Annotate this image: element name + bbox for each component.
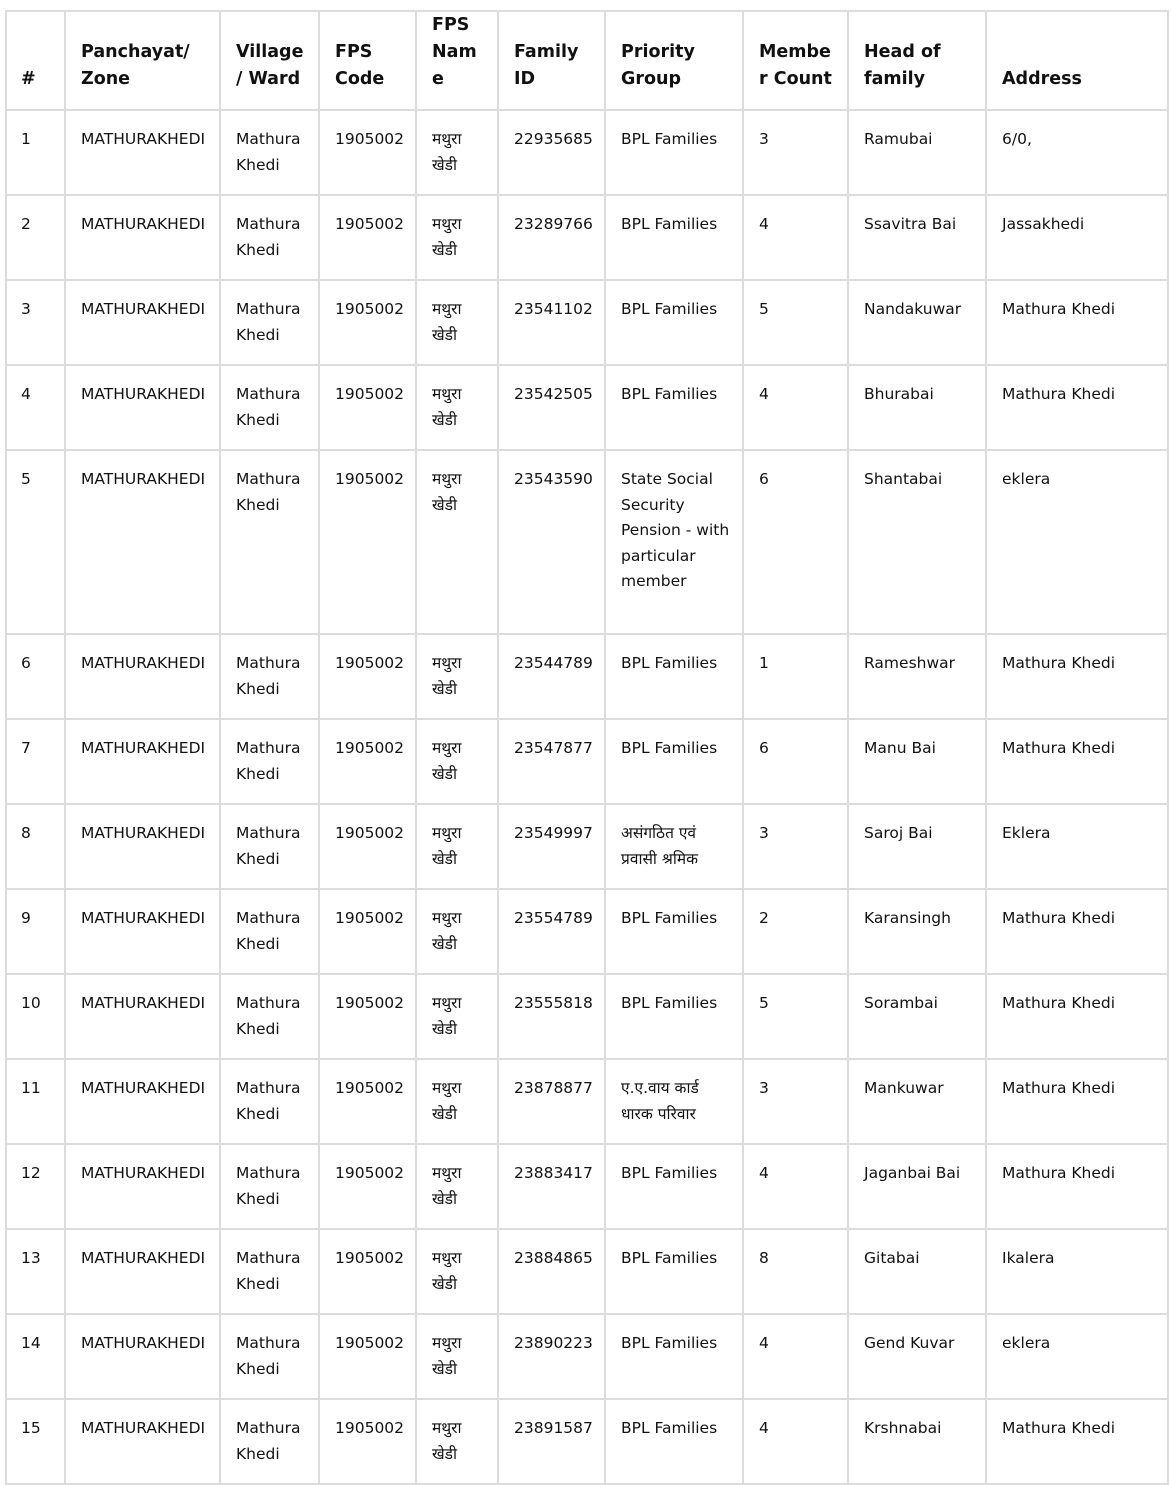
- cell-fps-code: 1905002: [319, 450, 416, 634]
- cell-family-id: 23878877: [498, 1059, 605, 1144]
- cell-fps-name: मथुरा खेडी: [416, 1229, 498, 1314]
- table-row: [6, 889, 1168, 974]
- cell-panchayat: MATHURAKHEDI: [65, 1314, 220, 1399]
- cell-fps-code: 1905002: [319, 719, 416, 804]
- cell-family-id: 23541102: [498, 280, 605, 365]
- cell-num: 1: [6, 110, 65, 195]
- table-row: [6, 1229, 1168, 1314]
- table-row: [6, 365, 1168, 450]
- header-village: Village/ Ward: [220, 11, 319, 110]
- header-family-id: Family ID: [498, 11, 605, 110]
- header-num: #: [6, 11, 65, 110]
- cell-fps-name: मथुरा खेडी: [416, 804, 498, 889]
- cell-num: 12: [6, 1144, 65, 1229]
- cell-panchayat: MATHURAKHEDI: [65, 450, 220, 634]
- table-body: [6, 110, 1168, 1484]
- cell-village: Mathura Khedi: [220, 195, 319, 280]
- cell-num: 15: [6, 1399, 65, 1484]
- cell-panchayat: MATHURAKHEDI: [65, 1399, 220, 1484]
- cell-num: 10: [6, 974, 65, 1059]
- cell-fps-code: 1905002: [319, 889, 416, 974]
- cell-priority-group: असंगठित एवं प्रवासी श्रमिक: [605, 804, 743, 889]
- cell-priority-group: BPL Families: [605, 719, 743, 804]
- cell-fps-name: मथुरा खेडी: [416, 110, 498, 195]
- cell-village: Mathura Khedi: [220, 1229, 319, 1314]
- cell-village: Mathura Khedi: [220, 1059, 319, 1144]
- cell-fps-code: 1905002: [319, 1229, 416, 1314]
- cell-village: Mathura Khedi: [220, 719, 319, 804]
- cell-member-count: 3: [743, 1059, 848, 1144]
- cell-village: Mathura Khedi: [220, 1144, 319, 1229]
- cell-panchayat: MATHURAKHEDI: [65, 110, 220, 195]
- cell-head-of-family: Bhurabai: [848, 365, 986, 450]
- cell-fps-name: मथुरा खेडी: [416, 634, 498, 719]
- beneficiary-table: [5, 10, 1169, 1485]
- table-row: [6, 1144, 1168, 1229]
- header-priority-group: Priority Group: [605, 11, 743, 110]
- cell-priority-group: BPL Families: [605, 195, 743, 280]
- cell-num: 4: [6, 365, 65, 450]
- cell-fps-name: मथुरा खेडी: [416, 365, 498, 450]
- cell-village: Mathura Khedi: [220, 804, 319, 889]
- cell-num: 13: [6, 1229, 65, 1314]
- cell-family-id: 22935685: [498, 110, 605, 195]
- cell-address: Mathura Khedi: [986, 280, 1168, 365]
- table-row: [6, 1314, 1168, 1399]
- cell-priority-group: BPL Families: [605, 634, 743, 719]
- cell-member-count: 4: [743, 365, 848, 450]
- cell-head-of-family: Shantabai: [848, 450, 986, 634]
- cell-address: Mathura Khedi: [986, 634, 1168, 719]
- cell-fps-code: 1905002: [319, 804, 416, 889]
- cell-panchayat: MATHURAKHEDI: [65, 365, 220, 450]
- cell-priority-group: BPL Families: [605, 1399, 743, 1484]
- cell-num: 5: [6, 450, 65, 634]
- cell-fps-name: मथुरा खेडी: [416, 280, 498, 365]
- header-head-of-family: Head of family: [848, 11, 986, 110]
- cell-head-of-family: Gitabai: [848, 1229, 986, 1314]
- cell-priority-group: BPL Families: [605, 110, 743, 195]
- cell-family-id: 23542505: [498, 365, 605, 450]
- header-fps-name: FPS Name: [416, 11, 498, 110]
- cell-address: Mathura Khedi: [986, 365, 1168, 450]
- cell-family-id: 23289766: [498, 195, 605, 280]
- cell-address: 6/0,: [986, 110, 1168, 195]
- cell-fps-code: 1905002: [319, 280, 416, 365]
- cell-village: Mathura Khedi: [220, 450, 319, 634]
- cell-village: Mathura Khedi: [220, 974, 319, 1059]
- cell-panchayat: MATHURAKHEDI: [65, 280, 220, 365]
- cell-num: 11: [6, 1059, 65, 1144]
- cell-family-id: 23554789: [498, 889, 605, 974]
- table-header-row: [6, 11, 1168, 110]
- cell-priority-group: BPL Families: [605, 1229, 743, 1314]
- cell-family-id: 23547877: [498, 719, 605, 804]
- cell-panchayat: MATHURAKHEDI: [65, 974, 220, 1059]
- cell-head-of-family: Gend Kuvar: [848, 1314, 986, 1399]
- cell-village: Mathura Khedi: [220, 634, 319, 719]
- cell-panchayat: MATHURAKHEDI: [65, 1229, 220, 1314]
- cell-member-count: 4: [743, 1144, 848, 1229]
- cell-head-of-family: Manu Bai: [848, 719, 986, 804]
- cell-fps-name: मथुरा खेडी: [416, 195, 498, 280]
- cell-num: 7: [6, 719, 65, 804]
- cell-family-id: 23543590: [498, 450, 605, 634]
- cell-head-of-family: Krshnabai: [848, 1399, 986, 1484]
- cell-fps-name: मथुरा खेडी: [416, 719, 498, 804]
- cell-head-of-family: Nandakuwar: [848, 280, 986, 365]
- cell-panchayat: MATHURAKHEDI: [65, 804, 220, 889]
- cell-fps-name: मथुरा खेडी: [416, 1399, 498, 1484]
- header-fps-code: FPS Code: [319, 11, 416, 110]
- cell-fps-code: 1905002: [319, 1399, 416, 1484]
- cell-address: Mathura Khedi: [986, 974, 1168, 1059]
- cell-member-count: 4: [743, 195, 848, 280]
- cell-member-count: 3: [743, 804, 848, 889]
- cell-family-id: 23544789: [498, 634, 605, 719]
- cell-head-of-family: Mankuwar: [848, 1059, 986, 1144]
- table-row: [6, 804, 1168, 889]
- cell-member-count: 6: [743, 450, 848, 634]
- cell-fps-code: 1905002: [319, 1059, 416, 1144]
- cell-fps-code: 1905002: [319, 365, 416, 450]
- table-row: [6, 195, 1168, 280]
- header-panchayat: Panchayat/ Zone: [65, 11, 220, 110]
- cell-village: Mathura Khedi: [220, 280, 319, 365]
- cell-address: Jassakhedi: [986, 195, 1168, 280]
- cell-village: Mathura Khedi: [220, 1399, 319, 1484]
- cell-num: 2: [6, 195, 65, 280]
- cell-panchayat: MATHURAKHEDI: [65, 634, 220, 719]
- cell-address: Mathura Khedi: [986, 1144, 1168, 1229]
- table-row: [6, 719, 1168, 804]
- cell-village: Mathura Khedi: [220, 110, 319, 195]
- cell-village: Mathura Khedi: [220, 1314, 319, 1399]
- cell-family-id: 23884865: [498, 1229, 605, 1314]
- header-address: Address: [986, 11, 1168, 110]
- cell-num: 9: [6, 889, 65, 974]
- cell-head-of-family: Saroj Bai: [848, 804, 986, 889]
- cell-fps-name: मथुरा खेडी: [416, 450, 498, 634]
- cell-village: Mathura Khedi: [220, 365, 319, 450]
- cell-address: Eklera: [986, 804, 1168, 889]
- cell-num: 8: [6, 804, 65, 889]
- cell-member-count: 1: [743, 634, 848, 719]
- cell-address: Mathura Khedi: [986, 889, 1168, 974]
- cell-member-count: 4: [743, 1314, 848, 1399]
- cell-head-of-family: Rameshwar: [848, 634, 986, 719]
- cell-panchayat: MATHURAKHEDI: [65, 1144, 220, 1229]
- cell-panchayat: MATHURAKHEDI: [65, 1059, 220, 1144]
- cell-family-id: 23890223: [498, 1314, 605, 1399]
- cell-priority-group: BPL Families: [605, 1314, 743, 1399]
- cell-fps-name: मथुरा खेडी: [416, 1144, 498, 1229]
- cell-member-count: 2: [743, 889, 848, 974]
- cell-family-id: 23883417: [498, 1144, 605, 1229]
- cell-priority-group: BPL Families: [605, 974, 743, 1059]
- cell-member-count: 5: [743, 974, 848, 1059]
- cell-member-count: 4: [743, 1399, 848, 1484]
- cell-head-of-family: Ramubai: [848, 110, 986, 195]
- table-row: [6, 1059, 1168, 1144]
- table-row: [6, 280, 1168, 365]
- cell-priority-group: ए.ए.वाय कार्ड धारक परिवार: [605, 1059, 743, 1144]
- cell-num: 14: [6, 1314, 65, 1399]
- cell-family-id: 23549997: [498, 804, 605, 889]
- cell-head-of-family: Karansingh: [848, 889, 986, 974]
- cell-head-of-family: Ssavitra Bai: [848, 195, 986, 280]
- cell-fps-name: मथुरा खेडी: [416, 1059, 498, 1144]
- cell-panchayat: MATHURAKHEDI: [65, 719, 220, 804]
- cell-member-count: 8: [743, 1229, 848, 1314]
- cell-panchayat: MATHURAKHEDI: [65, 889, 220, 974]
- cell-member-count: 3: [743, 110, 848, 195]
- cell-address: Mathura Khedi: [986, 719, 1168, 804]
- table-row: [6, 1399, 1168, 1484]
- cell-priority-group: BPL Families: [605, 365, 743, 450]
- cell-priority-group: BPL Families: [605, 1144, 743, 1229]
- cell-member-count: 5: [743, 280, 848, 365]
- cell-address: Ikalera: [986, 1229, 1168, 1314]
- table-row: [6, 634, 1168, 719]
- cell-address: eklera: [986, 450, 1168, 634]
- cell-village: Mathura Khedi: [220, 889, 319, 974]
- cell-fps-name: मथुरा खेडी: [416, 889, 498, 974]
- cell-fps-code: 1905002: [319, 1314, 416, 1399]
- table-row: [6, 974, 1168, 1059]
- cell-family-id: 23555818: [498, 974, 605, 1059]
- cell-head-of-family: Sorambai: [848, 974, 986, 1059]
- cell-panchayat: MATHURAKHEDI: [65, 195, 220, 280]
- table-row: [6, 110, 1168, 195]
- beneficiary-table-container: [5, 10, 1167, 1485]
- cell-priority-group: BPL Families: [605, 889, 743, 974]
- cell-fps-name: मथुरा खेडी: [416, 1314, 498, 1399]
- cell-head-of-family: Jaganbai Bai: [848, 1144, 986, 1229]
- cell-address: eklera: [986, 1314, 1168, 1399]
- cell-num: 3: [6, 280, 65, 365]
- cell-fps-code: 1905002: [319, 1144, 416, 1229]
- cell-fps-name: मथुरा खेडी: [416, 974, 498, 1059]
- cell-address: Mathura Khedi: [986, 1399, 1168, 1484]
- cell-fps-code: 1905002: [319, 634, 416, 719]
- cell-fps-code: 1905002: [319, 195, 416, 280]
- cell-priority-group: BPL Families: [605, 280, 743, 365]
- cell-num: 6: [6, 634, 65, 719]
- table-row: [6, 450, 1168, 634]
- cell-family-id: 23891587: [498, 1399, 605, 1484]
- cell-member-count: 6: [743, 719, 848, 804]
- cell-fps-code: 1905002: [319, 110, 416, 195]
- header-member-count: Member Count: [743, 11, 848, 110]
- cell-fps-code: 1905002: [319, 974, 416, 1059]
- cell-priority-group: State Social Security Pension - with particular member: [605, 450, 743, 634]
- cell-address: Mathura Khedi: [986, 1059, 1168, 1144]
